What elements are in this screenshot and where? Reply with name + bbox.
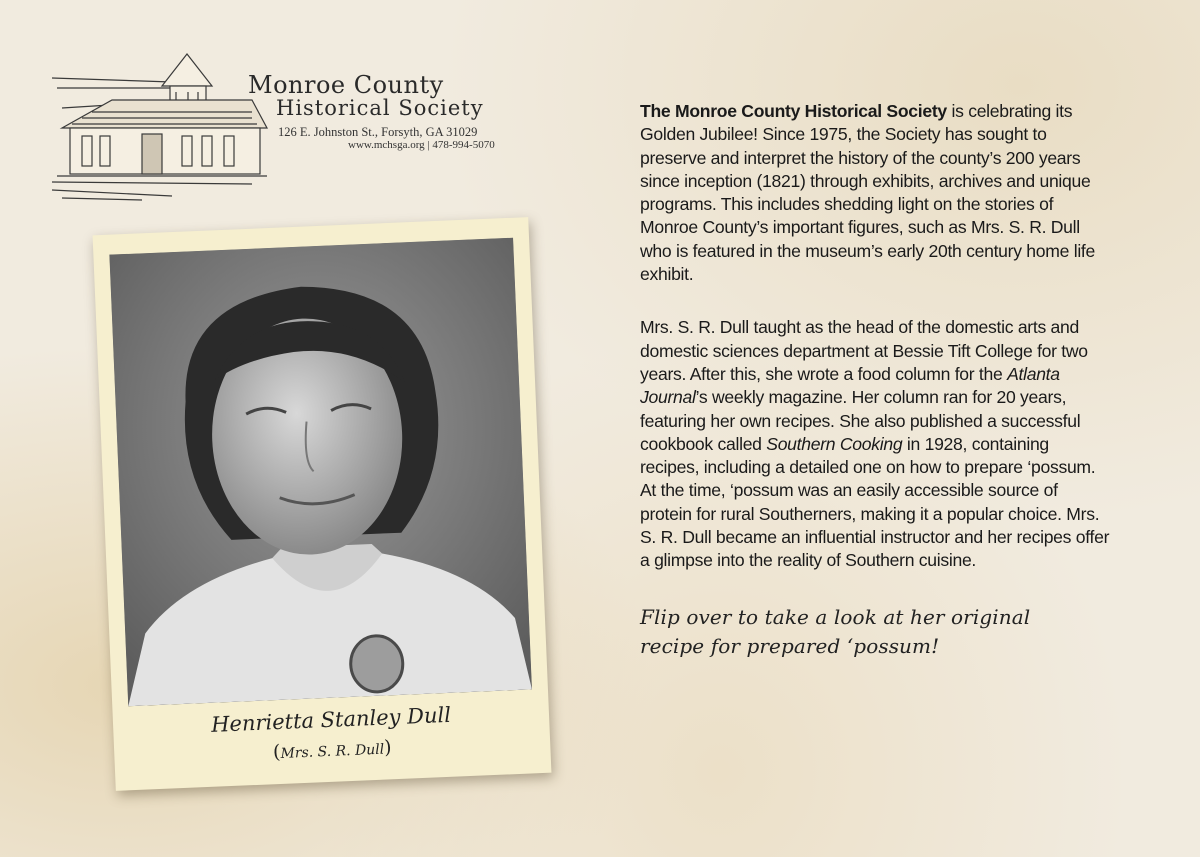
caption-paren-open: ( — [272, 740, 281, 764]
portrait-card — [93, 217, 552, 791]
bio-text-a: Mrs. S. R. Dull taught as the head of the domestic arts and domestic sciences department at Bessie Tift College for two years. After this, she wrote a food column for the — [640, 317, 1088, 384]
bio-italic-cookbook: Southern Cooking — [766, 433, 903, 454]
flip-line-1: Flip over to take a look at her original — [640, 604, 1031, 629]
portrait-illustration — [109, 238, 532, 707]
bio-italic-journal: Atlanta Journal — [640, 363, 1060, 408]
org-subtitle: Historical Society — [276, 96, 484, 120]
depot-building-icon — [52, 48, 272, 208]
flip-over-note — [640, 603, 1110, 661]
flip-line-2: recipe for prepared ‘possum! — [640, 633, 940, 658]
header-logo-block — [52, 48, 572, 208]
intro-paragraph — [640, 100, 1110, 286]
intro-bold-org: The Monroe County Historical Society — [640, 101, 947, 121]
org-address: 126 E. Johnston St., Forsyth, GA 31029 — [278, 125, 478, 139]
portrait-caption-name: Henrietta Stanley Dull — [210, 702, 452, 737]
bio-text-c: in 1928, containing recipes, including a detailed one on how to prepare ‘possum. At the time, ‘possum was an easily accessible source of protein for rural Southerners, making it a popular choice. Mrs. S. R. Dull became an influential instructor and her recipes offer a glimpse into the reality of Southern cuisine. — [640, 433, 1110, 571]
intro-text: is celebrating its Golden Jubilee! Since 1975, the Society has sought to preserve and interpret the history of the county’s 200 years since inception (1821) through exhibits, archives and unique programs. This includes shedding light on the stories of Monroe County’s important figures, such as Mrs. S. R. Dull who is featured in the museum’s early 20th century home life exhibit. — [640, 101, 1095, 285]
caption-paren-close: ) — [383, 736, 393, 759]
article-body — [640, 100, 1110, 661]
org-web-phone: www.mchsga.org | 478-994-5070 — [348, 139, 495, 151]
bio-text-b: ’s weekly magazine. Her column ran for 20 years, featuring her own recipes. She also published a successful cookbook called — [640, 387, 1081, 454]
biography-paragraph — [640, 316, 1110, 572]
org-name: Monroe County — [248, 71, 444, 99]
portrait-photo — [109, 238, 532, 707]
caption-alias-text: Mrs. S. R. Dull — [280, 741, 385, 762]
